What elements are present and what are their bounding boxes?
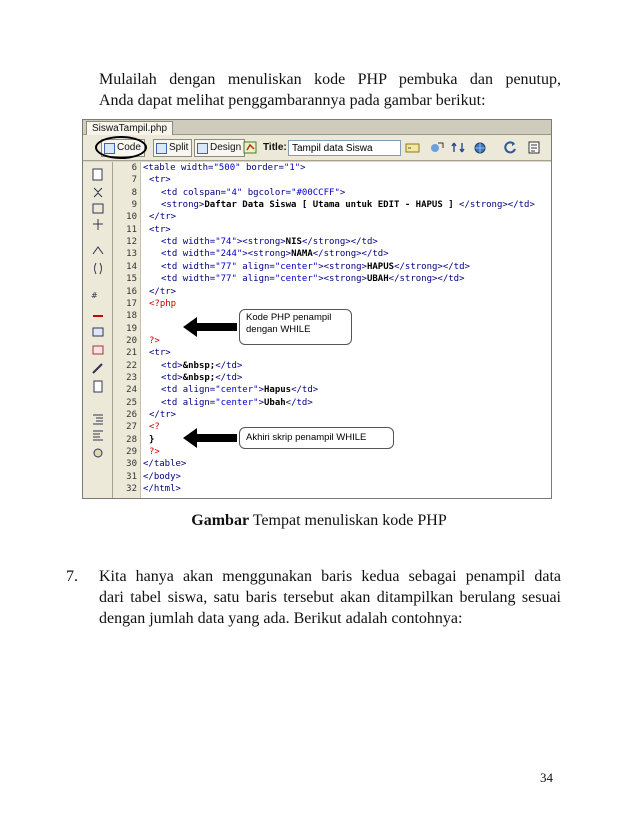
coding-toolbar bbox=[83, 162, 113, 499]
line-number: 8 bbox=[131, 187, 137, 198]
intro-paragraph bbox=[99, 69, 561, 111]
code-line-17: <?php bbox=[149, 298, 177, 309]
code-line-8: <td colspan="4" bgcolor="#00CCFF"> bbox=[161, 187, 346, 198]
left-arrow-icon bbox=[183, 316, 237, 338]
code-line-24: <td align="center">Hapus</td> bbox=[161, 385, 319, 396]
line-number: 14 bbox=[126, 261, 137, 272]
preview-browser-icon[interactable] bbox=[429, 140, 444, 155]
line-number: 31 bbox=[126, 471, 137, 482]
title-input[interactable] bbox=[288, 140, 401, 156]
collapse-tag-icon[interactable] bbox=[91, 186, 105, 199]
code-line-11: <tr> bbox=[149, 224, 171, 235]
code-line-20: ?> bbox=[149, 335, 160, 346]
code-line-6: <table width="500" border="1"> bbox=[143, 163, 306, 173]
line-number: 24 bbox=[126, 385, 137, 396]
line-number: 28 bbox=[126, 434, 137, 445]
code-button-highlight-circle bbox=[95, 136, 147, 159]
code-line-28: } bbox=[149, 434, 155, 445]
line-number: 22 bbox=[126, 360, 137, 371]
document-tab-bar bbox=[83, 120, 552, 135]
caption-label: Gambar bbox=[191, 512, 250, 529]
line-number: 29 bbox=[126, 447, 137, 458]
list-number: 7. bbox=[66, 568, 78, 585]
code-line-13: <td width="244"><strong>NAMA</strong></td> bbox=[161, 249, 389, 260]
intro-line-1: Mulailah dengan menuliskan kode PHP pembuka dan penutup, bbox=[99, 71, 561, 88]
line-number: 13 bbox=[126, 249, 137, 260]
code-line-21: <tr> bbox=[149, 348, 171, 359]
line-numbers-icon[interactable] bbox=[91, 288, 105, 301]
code-line-29: ?> bbox=[149, 447, 160, 458]
code-line-27: <? bbox=[149, 422, 160, 433]
line-number: 18 bbox=[126, 311, 137, 322]
view-options-icon[interactable] bbox=[527, 140, 542, 155]
document-toolbar bbox=[83, 135, 552, 161]
line-number: 25 bbox=[126, 397, 137, 408]
line-number: 9 bbox=[131, 200, 137, 211]
code-line-22: <td>&nbsp;</td> bbox=[161, 360, 243, 371]
open-documents-icon[interactable] bbox=[91, 168, 105, 181]
code-line-15: <td width="77" align="center"><strong>UBAH</strong></td> bbox=[161, 274, 465, 285]
remove-comment-icon[interactable] bbox=[91, 362, 105, 375]
line-number: 10 bbox=[126, 212, 137, 223]
code-line-12: <td width="74"><strong>NIS</strong></td> bbox=[161, 237, 378, 248]
code-line-26: </tr> bbox=[149, 410, 177, 420]
code-line-32: </html> bbox=[143, 484, 181, 495]
code-line-9: <strong>Daftar Data Siswa [ Utama untuk EDIT - HAPUS ] </strong></td> bbox=[161, 200, 535, 211]
line-number: 23 bbox=[126, 372, 137, 383]
code-line-10: </tr> bbox=[149, 212, 177, 223]
line-number: 12 bbox=[126, 237, 137, 248]
code-view-label: Code bbox=[117, 142, 141, 153]
line-number: 30 bbox=[126, 459, 137, 470]
line-number: 21 bbox=[126, 348, 137, 359]
callout-php-while-line-2: dengan WHILE bbox=[246, 324, 311, 335]
left-arrow-icon bbox=[183, 427, 237, 449]
editor-screenshot bbox=[82, 119, 552, 499]
line-number: 32 bbox=[126, 484, 137, 495]
callout-php-while bbox=[239, 309, 352, 345]
collapse-selection-icon[interactable] bbox=[91, 202, 105, 215]
highlight-invalid-icon[interactable] bbox=[91, 306, 105, 319]
wrap-tag-icon[interactable] bbox=[91, 380, 105, 393]
refresh-icon[interactable] bbox=[451, 140, 466, 155]
line-number: 19 bbox=[126, 323, 137, 334]
code-line-31: </body> bbox=[143, 471, 181, 482]
line-number: 7 bbox=[131, 175, 137, 186]
design-view-icon bbox=[197, 143, 208, 154]
line-number: 15 bbox=[126, 274, 137, 285]
live-view-icon[interactable] bbox=[243, 140, 258, 155]
line-number: 26 bbox=[126, 410, 137, 420]
line-number: 27 bbox=[126, 422, 137, 433]
code-line-25: <td align="center">Ubah</td> bbox=[161, 397, 313, 408]
item7-line-1: Kita hanya akan menggunakan baris kedua sebagai penampil data bbox=[99, 568, 561, 585]
title-label: Title: bbox=[263, 142, 287, 153]
line-number: 17 bbox=[126, 298, 137, 309]
file-management-icon[interactable] bbox=[405, 140, 420, 155]
callout-php-while-line-1: Kode PHP penampil bbox=[246, 312, 332, 323]
design-view-label: Design bbox=[210, 142, 242, 153]
line-number: 11 bbox=[126, 224, 137, 235]
code-line-23: <td>&nbsp;</td> bbox=[161, 372, 243, 383]
syntax-coloring-icon[interactable] bbox=[91, 326, 105, 339]
code-line-16: </tr> bbox=[149, 286, 177, 297]
format-source-icon[interactable] bbox=[91, 446, 105, 459]
svg-text:#: # bbox=[91, 291, 98, 300]
expand-all-icon[interactable] bbox=[91, 218, 105, 231]
item7-line-2: dari tabel siswa, satu baris tersebut akan ditampilkan berulang sesuai bbox=[99, 589, 561, 606]
code-line-30: </table> bbox=[143, 459, 187, 470]
code-line-7: <tr> bbox=[149, 175, 171, 186]
item7-line-3: dengan jumlah data yang ada. Berikut adalah contohnya: bbox=[99, 610, 463, 627]
split-view-icon bbox=[156, 143, 167, 154]
item7-paragraph bbox=[99, 566, 561, 629]
outdent-code-icon[interactable] bbox=[91, 428, 105, 441]
reload-icon[interactable] bbox=[503, 140, 518, 155]
page-number: 34 bbox=[540, 770, 553, 785]
indent-code-icon[interactable] bbox=[91, 412, 105, 425]
line-number: 20 bbox=[126, 335, 137, 346]
document-tab[interactable]: SiswaTampil.php bbox=[86, 121, 173, 135]
figure-caption bbox=[0, 512, 638, 530]
line-number: 16 bbox=[126, 286, 137, 297]
intro-line-2: Anda dapat melihat penggambarannya pada gambar berikut: bbox=[99, 92, 486, 109]
caption-text: Tempat menuliskan kode PHP bbox=[249, 512, 447, 529]
code-line-14: <td width="77" align="center"><strong>HAPUS</strong></td> bbox=[161, 261, 470, 272]
design-view-button[interactable] bbox=[194, 139, 245, 157]
balance-braces-icon[interactable] bbox=[91, 262, 105, 275]
callout-end-while: Akhiri skrip penampil WHILE bbox=[239, 427, 394, 449]
globe-icon[interactable] bbox=[473, 140, 488, 155]
split-view-label: Split bbox=[169, 142, 189, 153]
line-number: 6 bbox=[131, 163, 137, 173]
split-view-button[interactable] bbox=[153, 139, 192, 157]
select-parent-tag-icon[interactable] bbox=[91, 244, 105, 257]
apply-comment-icon[interactable] bbox=[91, 344, 105, 357]
